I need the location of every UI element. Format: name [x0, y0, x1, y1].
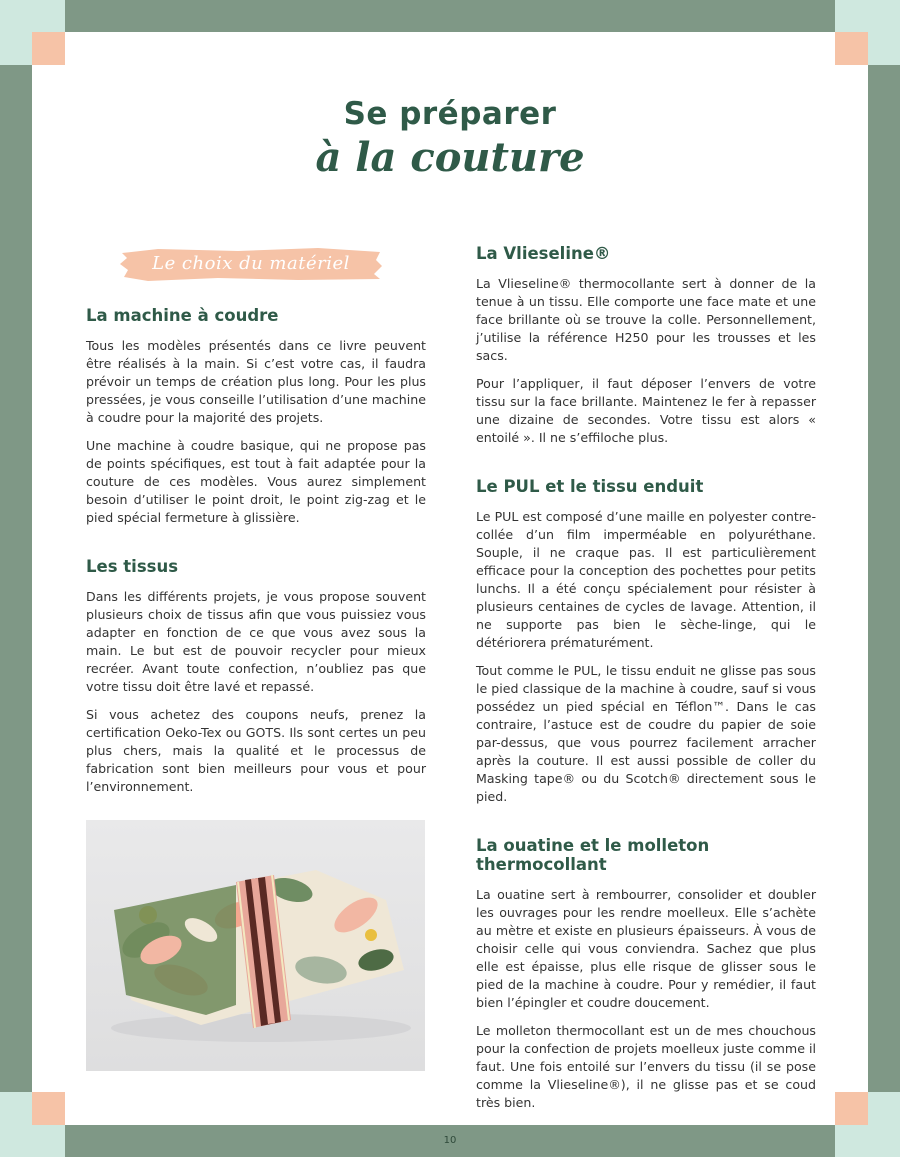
- corner-peach-top-left: [32, 32, 65, 65]
- paragraph: La ouatine sert à rembourrer, consolider et doubler les ouvrages pour les rendre moelleux. Elle s’achète au mètre et existe en plusieurs épaisseurs. À vous de choisir celle qui vous conviendra. Sachez que plus elle est épaisse, plus elle risque de glisser sous le pied de la machine à coudre. Pour y remédier, il faut bien l’épingler et coudre doucement.: [476, 887, 816, 1010]
- paragraph: Pour l’appliquer, il faut déposer l’envers de votre tissu sur la face brillante. Maintenez le fer à repasser une dizaine de secondes. Votre tissu est alors « entoilé ». Il ne s’effiloche plus.: [476, 376, 816, 445]
- left-column: [86, 244, 426, 806]
- frame-top-bar: [65, 0, 836, 32]
- corner-peach-top-right: [835, 32, 868, 65]
- corner-peach-bottom-right: [835, 1092, 868, 1125]
- section-heading-vlieseline: La Vlieseline®: [476, 244, 611, 263]
- material-banner: [118, 244, 384, 284]
- frame-left-bar: [0, 65, 32, 1093]
- frame-right-bar: [868, 65, 900, 1093]
- pouch-photo: [86, 820, 425, 1071]
- paragraph: La Vlieseline® thermocollante sert à donner de la tenue à un tissu. Elle comporte une face mate et une face brillante où se trouve la colle. Personnellement, j’utilise la référence H250 pour les trousses et les sacs.: [476, 276, 816, 363]
- material-banner-text: Le choix du matériel: [152, 253, 350, 274]
- page-number: 10: [443, 1135, 457, 1146]
- corner-peach-bottom-left: [32, 1092, 65, 1125]
- page-title: [0, 96, 900, 181]
- section-heading-tissus: Les tissus: [86, 557, 179, 576]
- paragraph: Si vous achetez des coupons neufs, prenez la certification Oeko-Tex ou GOTS. Ils sont certes un peu plus chers, mais la qualité et le processus de fabrication sont bien meilleurs pour vous et pour l’environnement.: [86, 707, 426, 794]
- paragraph: Le PUL est composé d’une maille en polyester contre-collée d’un film imperméable en polyuréthane. Souple, il ne craque pas. Il est particulièrement efficace pour la conception des pochettes pour petits lunchs. Il a été conçu spécialement pour résister à plusieurs centaines de cycles de lavage. Attention, il ne supporte pas bien le sèche-linge, qui le détériorera prématurément.: [476, 509, 816, 650]
- title-line-2: à la couture: [315, 134, 585, 181]
- section-heading-machine: La machine à coudre: [86, 306, 279, 325]
- right-column: [476, 244, 816, 1122]
- fabric-pouch-illustration: [86, 820, 425, 1071]
- section-heading-pul: Le PUL et le tissu enduit: [476, 477, 704, 496]
- section-heading-ouatine: La ouatine et le molleton thermocollant: [476, 836, 710, 874]
- paragraph: Tous les modèles présentés dans ce livre peuvent être réalisés à la main. Si c’est votre cas, il faudra prévoir un temps de création plus long. Pour les plus pressées, je vous conseille l’utilisation d’une machine à coudre pour la majorité des projets.: [86, 338, 426, 425]
- paragraph: Tout comme le PUL, le tissu enduit ne glisse pas sous le pied classique de la machine à coudre, sauf si vous possédez un pied spécial en Téflon™. Dans le cas contraire, l’astuce est de coudre du papier de soie par-dessus, que vous pourrez facilement arracher après la couture. Il est aussi possible de coller du Masking tape® ou du Scotch® directement sous le pied.: [476, 663, 816, 804]
- paragraph: Dans les différents projets, je vous propose souvent plusieurs choix de tissus afin que vous puissiez vous adapter en fonction de ce que vous avez sous la main. Le but est de pouvoir recycler pour mieux recréer. Avant toute confection, n’oubliez pas que votre tissu doit être lavé et repassé.: [86, 589, 426, 694]
- title-line-1: Se préparer: [343, 96, 557, 132]
- paragraph: Le molleton thermocollant est un de mes chouchous pour la confection de projets moelleux juste comme il faut. Une fois entoilé sur l’envers du tissu (il se pose comme la Vlieseline®), il ne glisse pas et se coud très bien.: [476, 1023, 816, 1110]
- paragraph: Une machine à coudre basique, qui ne propose pas de points spécifiques, est tout à fait adaptée pour la couture de ces modèles. Vous aurez simplement besoin d’utiliser le point droit, le point zig-zag et le pied spécial fermeture à glissière.: [86, 438, 426, 525]
